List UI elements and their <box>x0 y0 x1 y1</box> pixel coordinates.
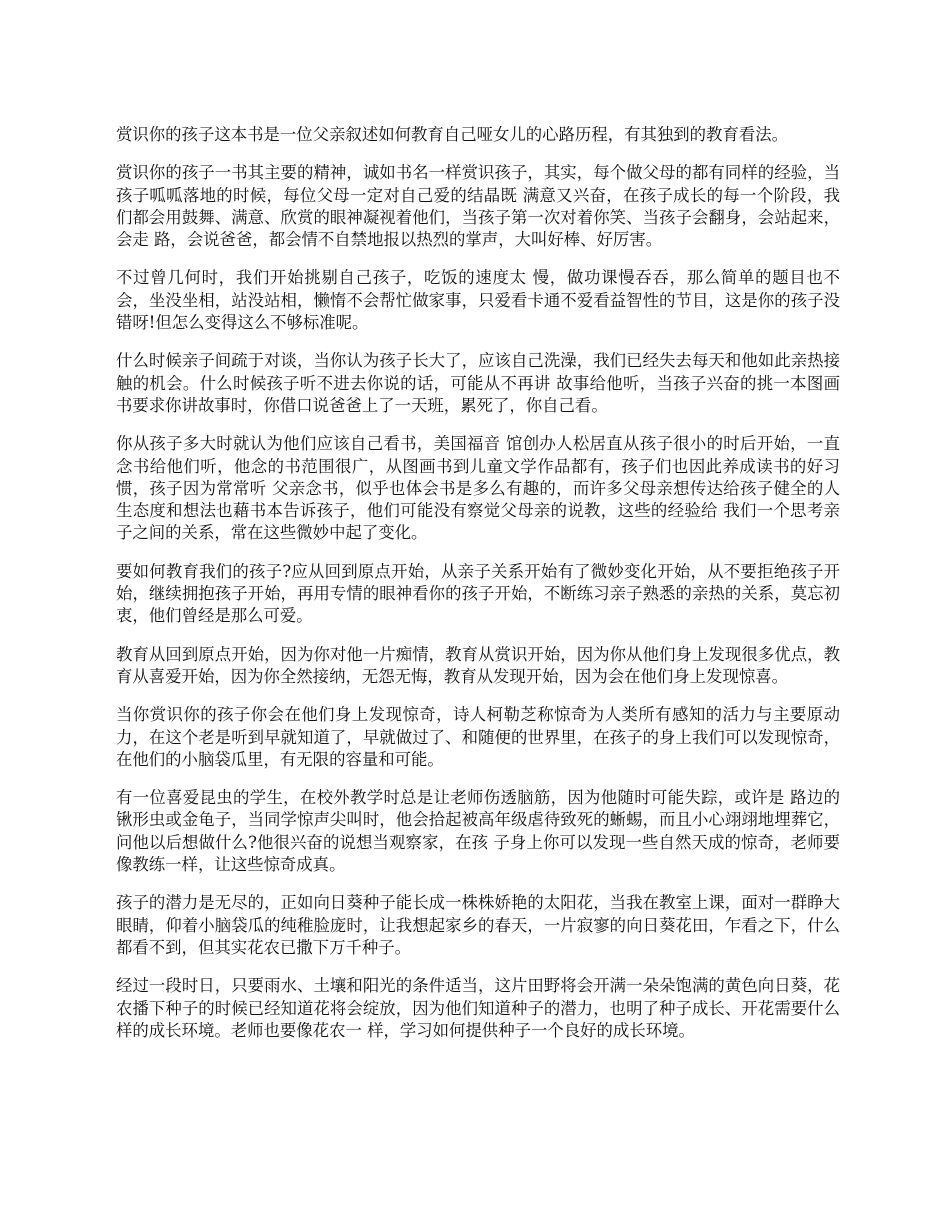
paragraph-8: 当你赏识你的孩子你会在他们身上发现惊奇，诗人柯勒芝称惊奇为人类所有感知的活力与主要原动力，在这个老是听到早就知道了，早就做过了、和随便的世界里，在孩子的身上我们可以发现惊奇，在他们的小脑袋瓜里，有无限的容量和可能。 <box>116 705 840 769</box>
paragraph-11: 经过一段时日，只要雨水、土壤和阳光的条件适当，这片田野将会开满一朵朵饱满的黄色向日葵，花农播下种子的时候已经知道花将会绽放，因为他们知道种子的潜力，也明了种子成长、开花需要什么样的成长环境。老师也要像花农一 样，学习如何提供种子一个良好的成长环境。 <box>116 976 840 1040</box>
paragraph-1: 赏识你的孩子这本书是一位父亲叙述如何教育自己哑女儿的心路历程，有其独到的教育看法。 <box>116 125 789 144</box>
paragraph-5: 你从孩子多大时就认为他们应该自己看书，美国福音 馆创办人松居直从孩子很小的时后开始，一直念书给他们听，他念的书范围很广，从图画书到儿童文学作品都有，孩子们也因此养成读书的好习惯，孩子因为常常听 父亲念书，似乎也体会书是多么有趣的，而许多父母亲想传达给孩子健全的人生态度和想法也藉书本告诉孩子，他们可能没有察觉父母亲的说教，这些的经验给 我们一个思考亲子之间的关系，常在这些微妙中起了变化。 <box>116 434 840 543</box>
paragraph-3: 不过曾几何时，我们开始挑剔自己孩子，吃饭的速度太 慢，做功课慢吞吞，那么简单的题目也不会，坐没坐相，站没站相，懒惰不会帮忙做家事，只爱看卡通不爱看益智性的节目，这是你的孩子没错呀!但怎么变得这么不够标准呢。 <box>116 268 840 333</box>
paragraph-6: 要如何教育我们的孩子?应从回到原点开始，从亲子关系开始有了微妙变化开始，从不要拒绝孩子开始，继续拥抱孩子开始，再用专情的眼神看你的孩子开始，不断练习亲子熟悉的亲热的关系，莫忘初衷，他们曾经是那么可爱。 <box>116 561 840 626</box>
paragraph-9: 有一位喜爱昆虫的学生，在校外教学时总是让老师伤透脑筋，因为他随时可能失踪，或许是 路边的锹形虫或金龟子，当同学惊声尖叫时，他会拾起被高年级虐待致死的蜥蜴，而且小心翊翊地埋葬它，问他以后想做什么?他很兴奋的说想当观察家，在孩 子身上你可以发现一些自然天成的惊奇，老师要像教练一样，让这些惊奇成真。 <box>116 788 840 875</box>
paragraph-7: 教育从回到原点开始，因为你对他一片痴情，教育从赏识开始，因为你从他们身上发现很多优点，教育从喜爱开始，因为你全然接纳，无怨无悔，教育从发现开始，因为会在他们身上发现惊喜。 <box>116 644 840 686</box>
paragraph-4: 什么时候亲子间疏于对谈，当你认为孩子长大了，应该自己洗澡，我们已经失去每天和他如此亲热接触的机会。什么时候孩子听不进去你说的话，可能从不再讲 故事给他听，当孩子兴奋的挑一本图画书要求你讲故事时，你借口说爸爸上了一天班，累死了，你自己看。 <box>116 351 840 415</box>
paragraph-10: 孩子的潜力是无尽的，正如向日葵种子能长成一株株娇艳的太阳花，当我在教室上课，面对一群睁大眼睛，仰着小脑袋瓜的纯稚脸庞时，让我想起家乡的春天，一片寂寥的向日葵花田，乍看之下，什么都看不到，但其实花农已撒下万千种子。 <box>116 893 840 957</box>
document-page <box>116 124 840 1058</box>
paragraph-2: 赏识你的孩子一书其主要的精神，诚如书名一样赏识孩子，其实，每个做父母的都有同样的经验，当孩子呱呱落地的时候，每位父母一定对自己爱的结晶既 满意又兴奋，在孩子成长的每一个阶段，我们都会用鼓舞、满意、欣赏的眼神凝视着他们，当孩子第一次对着你笑、当孩子会翻身，会站起来，会走 路，会说爸爸，都会情不自禁地报以热烈的掌声，大叫好棒、好厉害。 <box>116 163 840 250</box>
